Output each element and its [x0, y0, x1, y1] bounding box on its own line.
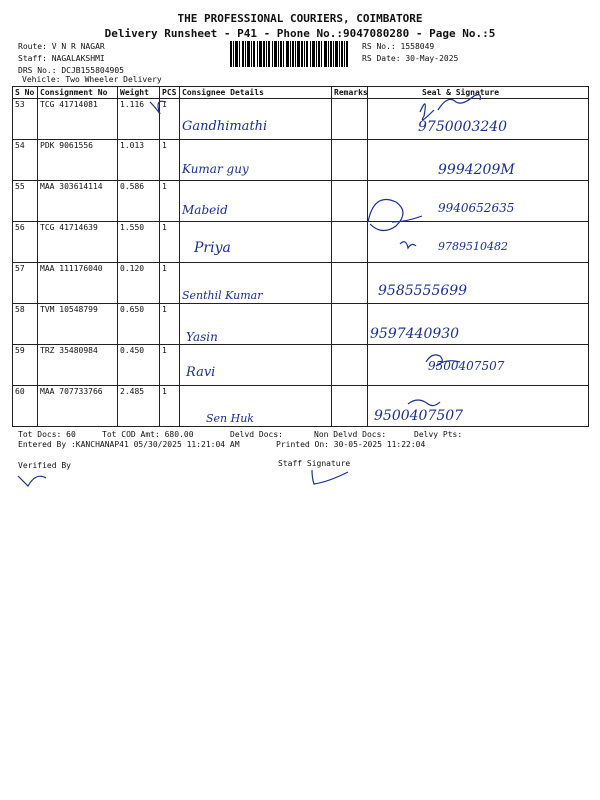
- handwritten-consignee: Gandhimathi: [182, 119, 268, 134]
- cell-sno: 55: [13, 181, 38, 222]
- cell-weight: 0.120: [118, 263, 160, 304]
- table-row: [13, 140, 589, 181]
- handwritten-consignee: Priya: [194, 240, 231, 256]
- handwritten-signature: 9500407507: [428, 359, 505, 373]
- cell-consignment: PDK 9061556: [38, 140, 118, 181]
- cell-consignment: MAA 111176040: [38, 263, 118, 304]
- handwritten-consignee: Mabeid: [182, 203, 228, 217]
- cell-remarks: [332, 140, 368, 181]
- drs-number: DRS No.: DCJB155804905: [18, 66, 124, 75]
- handwritten-signature: 9500407507: [374, 408, 464, 424]
- handwritten-consignee: Kumar guy: [182, 162, 249, 176]
- cell-consignment: TVM 10548799: [38, 304, 118, 345]
- cell-consignee: [180, 181, 332, 222]
- cell-weight: 1.116: [118, 99, 160, 140]
- cell-signature: [368, 99, 589, 140]
- cell-sno: 54: [13, 140, 38, 181]
- cell-signature: [368, 304, 589, 345]
- cell-pcs: 1: [160, 304, 180, 345]
- handwritten-signature: 9994209M: [438, 162, 515, 178]
- header-consignee: Consignee Details: [180, 87, 332, 99]
- cell-remarks: [332, 263, 368, 304]
- cell-sno: 58: [13, 304, 38, 345]
- runsheet-table: [12, 86, 589, 427]
- cell-signature: [368, 181, 589, 222]
- cell-sno: 56: [13, 222, 38, 263]
- table-row: [13, 345, 589, 386]
- cell-weight: 0.650: [118, 304, 160, 345]
- cell-remarks: [332, 222, 368, 263]
- table-row: [13, 181, 589, 222]
- cell-remarks: [332, 304, 368, 345]
- cell-pcs: 1: [160, 386, 180, 427]
- header-sno: S No: [13, 87, 38, 99]
- header-pcs: PCS: [160, 87, 180, 99]
- verified-tick-icon: [18, 476, 46, 486]
- handwritten-consignee: Yasin: [186, 330, 218, 344]
- cell-consignee: [180, 99, 332, 140]
- cell-consignee: [180, 222, 332, 263]
- cell-signature: [368, 386, 589, 427]
- handwritten-signature: 9597440930: [370, 326, 460, 342]
- table-row: [13, 222, 589, 263]
- tot-docs: Tot Docs: 60: [18, 430, 76, 439]
- staff: Staff: NAGALAKSHMI: [18, 54, 105, 63]
- table-row: [13, 304, 589, 345]
- runsheet-subtitle: Delivery Runsheet - P41 - Phone No.:9047080280 - Page No.:5: [104, 27, 496, 40]
- cell-pcs: 1: [160, 140, 180, 181]
- cell-consignment: TRZ 35480984: [38, 345, 118, 386]
- cell-remarks: [332, 181, 368, 222]
- route: Route: V N R NAGAR: [18, 42, 105, 51]
- barcode: [230, 41, 348, 67]
- cell-pcs: 1: [160, 99, 180, 140]
- cell-signature: [368, 140, 589, 181]
- cell-pcs: 1: [160, 263, 180, 304]
- table-header-row: [13, 87, 589, 99]
- delivery-points: Delvy Pts:: [414, 430, 463, 439]
- cell-consignee: [180, 386, 332, 427]
- company-title: THE PROFESSIONAL COURIERS, COIMBATORE: [177, 12, 423, 25]
- cell-consignee: [180, 304, 332, 345]
- handwritten-signature: 9750003240: [418, 119, 508, 135]
- vehicle: Vehicle: Two Wheeler Delivery: [22, 75, 162, 84]
- handwritten-consignee: Ravi: [186, 365, 216, 380]
- cell-remarks: [332, 99, 368, 140]
- table-row: [13, 386, 589, 427]
- staff-signature-scribble-icon: [312, 470, 348, 484]
- cell-consignee: [180, 140, 332, 181]
- cell-pcs: 1: [160, 345, 180, 386]
- cell-consignee: [180, 345, 332, 386]
- cell-remarks: [332, 386, 368, 427]
- delivered-docs: Delvd Docs:: [230, 430, 283, 439]
- cell-signature: [368, 222, 589, 263]
- cell-consignment: MAA 707733766: [38, 386, 118, 427]
- header-signature: Seal & Signature: [368, 87, 589, 99]
- cell-sno: 59: [13, 345, 38, 386]
- table-row: [13, 263, 589, 304]
- cell-consignment: TCG 41714081: [38, 99, 118, 140]
- entered-by: Entered By :KANCHANAP41 05/30/2025 11:21:04 AM: [18, 440, 240, 449]
- cell-remarks: [332, 345, 368, 386]
- header-consignment: Consignment No: [38, 87, 118, 99]
- cell-weight: 2.485: [118, 386, 160, 427]
- rs-number: RS No.: 1558049: [362, 42, 435, 51]
- cell-pcs: 1: [160, 222, 180, 263]
- handwritten-consignee: Sen Huk: [206, 412, 254, 425]
- cell-sno: 60: [13, 386, 38, 427]
- staff-signature-label: Staff Signature: [278, 459, 351, 468]
- verified-by-label: Verified By: [18, 461, 71, 470]
- cell-weight: 1.550: [118, 222, 160, 263]
- cell-consignee: [180, 263, 332, 304]
- header-remarks: Remarks: [332, 87, 368, 99]
- cell-weight: 0.450: [118, 345, 160, 386]
- printed-on: Printed On: 30-05-2025 11:22:04: [276, 440, 426, 449]
- tot-cod-amount: Tot COD Amt: 680.00: [102, 430, 194, 439]
- handwritten-signature: 9789510482: [438, 240, 508, 253]
- cell-pcs: 1: [160, 181, 180, 222]
- handwritten-consignee: Senthil Kumar: [182, 289, 263, 302]
- rs-date: RS Date: 30-May-2025: [362, 54, 459, 63]
- cell-consignment: MAA 303614114: [38, 181, 118, 222]
- cell-signature: [368, 345, 589, 386]
- non-delivered-docs: Non Delvd Docs:: [314, 430, 387, 439]
- handwritten-signature: 9940652635: [438, 201, 515, 215]
- cell-weight: 0.586: [118, 181, 160, 222]
- cell-consignment: TCG 41714639: [38, 222, 118, 263]
- handwritten-signature: 9585555699: [378, 283, 468, 299]
- table-row: [13, 99, 589, 140]
- cell-signature: [368, 263, 589, 304]
- cell-sno: 57: [13, 263, 38, 304]
- cell-sno: 53: [13, 99, 38, 140]
- header-weight: Weight: [118, 87, 160, 99]
- cell-weight: 1.013: [118, 140, 160, 181]
